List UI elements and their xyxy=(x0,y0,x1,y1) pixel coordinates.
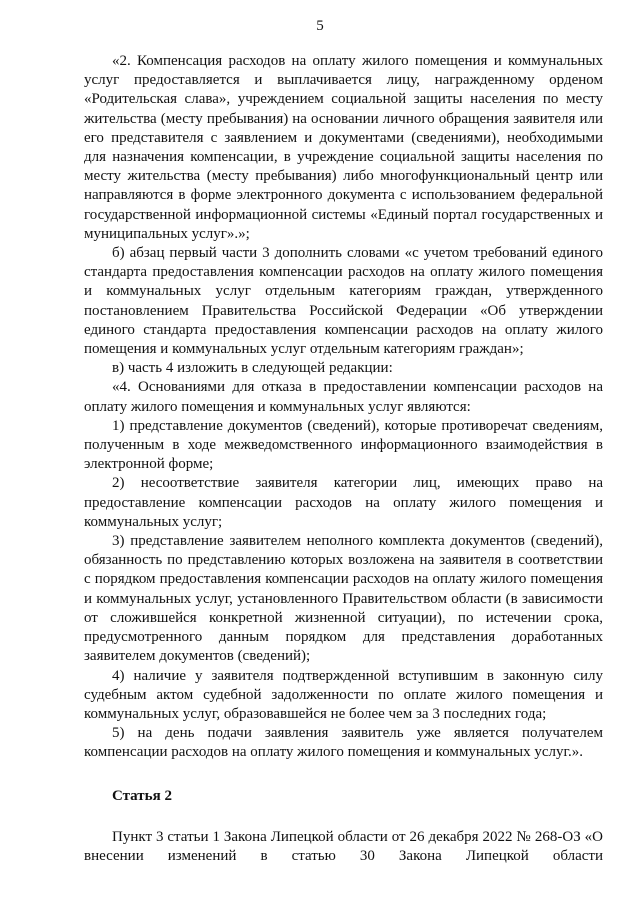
list-item-3: 3) представление заявителем неполного комплекта документов (сведений), обязанность по представлению которых возложена на заявителя в соответствии с порядком предоставления компенсации расходов на оплату жилого помещения и коммунальных услуг, установленного Правительством области (в зависимости от сложившейся конкретной жизненной ситуации), по истечении срока, предусмотренного данным порядком для представления доработанных заявителем документов (сведений); xyxy=(84,533,603,665)
list-item-1: 1) представление документов (сведений), которые противоречат сведениям, полученным в ходе межведомственного информационного взаимодействия в электронной форме; xyxy=(84,417,603,473)
paragraph-refusal-grounds: «4. Основаниями для отказа в предоставлении компенсации расходов на оплату жилого помещения и коммунальных услуг являются: xyxy=(84,379,603,415)
list-item-5: 5) на день подачи заявления заявитель уже является получателем компенсации расходов на оплату жилого помещения и коммунальных услуг.». xyxy=(84,725,603,761)
article-2-text: Пункт 3 статьи 1 Закона Липецкой области от 26 декабря 2022 № 268-ОЗ «О внесении изменений в статью 30 Закона Липецкой области xyxy=(84,828,603,864)
page-number: 5 xyxy=(316,18,324,34)
paragraph-compensation-2: «2. Компенсация расходов на оплату жилого помещения и коммунальных услуг предоставляется и выплачивается лицу, награжденному орденом «Родительская слава», учреждением социальной защиты населения по месту жительства (месту пребывания) на основании личного обращения заявителя или его представителя с заявлением и документами (сведениями), необходимыми для назначения компенсации, в учреждение социальной защиты населения по месту жительства (месту пребывания) либо многофункциональный центр или направляются в форме электронного документа с использованием федеральной государственной информационной системы «Единый портал государственных и муниципальных услуг».»; xyxy=(84,53,603,242)
document-body xyxy=(84,52,603,866)
paragraph-amendment-v: в) часть 4 изложить в следующей редакции: xyxy=(112,360,393,377)
paragraph-amendment-b: б) абзац первый части 3 дополнить словами «с учетом требований единого стандарта предоставления компенсации расходов на оплату жилого помещения и коммунальных услуг отдельным категориям граждан, утвержденного постановлением Правительства Российской Федерации «Об утверждении единого стандарта предоставления компенсации расходов на оплату жилого помещения и коммунальных услуг отдельным категориям граждан»; xyxy=(84,245,603,358)
list-item-2: 2) несоответствие заявителя категории лиц, имеющих право на предоставление компенсации расходов на оплату жилого помещения и коммунальных услуг; xyxy=(84,475,603,530)
article-heading: Статья 2 xyxy=(112,787,172,804)
list-item-4: 4) наличие у заявителя подтвержденной вступившим в законную силу судебным актом судебной задолженности по оплате жилого помещения и коммунальных услуг, образовавшейся не более чем за 3 последних года; xyxy=(84,667,603,722)
